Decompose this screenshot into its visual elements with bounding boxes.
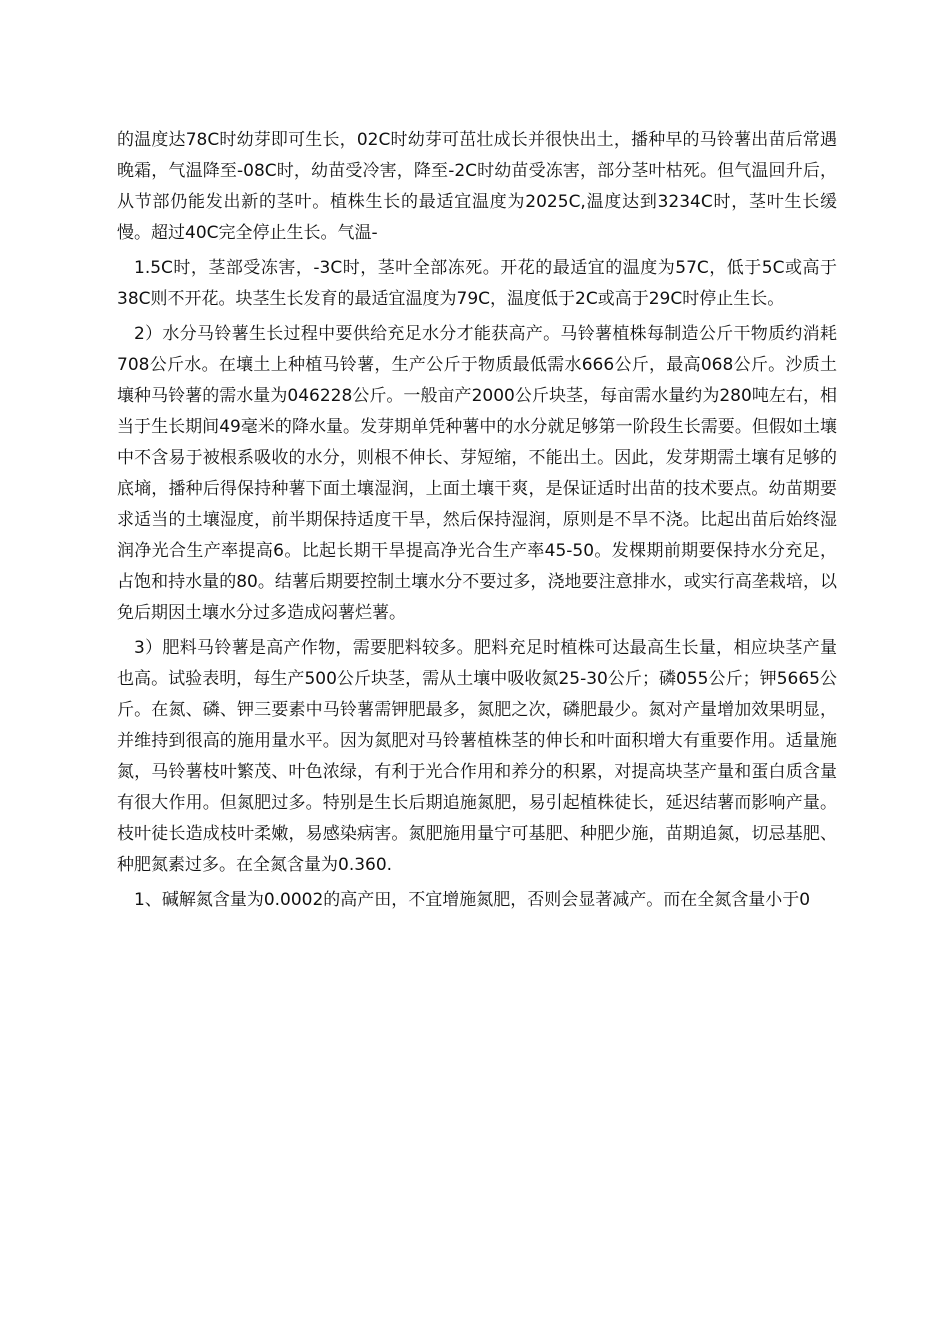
paragraph-fertilizer: 3）肥料马铃薯是高产作物，需要肥料较多。肥料充足时植株可达最高生长量，相应块茎产量也高。试验表明，每生产500公斤块茎，需从土壤中吸收氮25-30公斤；磷055公斤；钾5665公斤。在氮、磷、钾三要素中马铃薯需钾肥最多，氮肥之次，磷肥最少。氮对产量增加效果明显，并维持到很高的施用量水平。因为氮肥对马铃薯植株茎的伸长和叶面积增大有重要作用。适量施氮，马铃薯枝叶繁茂、叶色浓绿，有利于光合作用和养分的积累，对提高块茎产量和蛋白质含量有很大作用。但氮肥过多。特别是生长后期追施氮肥，易引起植株徒长，延迟结薯而影响产量。枝叶徒长造成枝叶柔嫩，易感染病害。氮肥施用量宁可基肥、种肥少施，苗期追氮，切忌基肥、种肥氮素过多。在全氮含量为0.360. <box>117 638 837 875</box>
paragraph-frost-damage: 1.5C时，茎部受冻害，-3C时，茎叶全部冻死。开花的最适宜的温度为57C，低于5C或高于38C则不开花。块茎生长发育的最适宜温度为79C，温度低于2C或高于29C时停止生长。 <box>117 258 837 309</box>
document-page <box>117 125 837 920</box>
paragraph-temperature-continued: 的温度达78C时幼芽即可生长，02C时幼芽可茁壮成长并很快出土，播种早的马铃薯出苗后常遇晚霜，气温降至-08C时，幼苗受冷害，降至-2C时幼苗受冻害，部分茎叶枯死。但气温回升后，从节部仍能发出新的茎叶。植株生长的最适宜温度为2025C,温度达到3234C时，茎叶生长缓慢。超过40C完全停止生长。气温- <box>117 130 837 243</box>
paragraph-nitrogen: 1、碱解氮含量为0.0002的高产田，不宜增施氮肥，否则会显著减产。而在全氮含量小于0 <box>134 890 811 910</box>
paragraph-water: 2）水分马铃薯生长过程中要供给充足水分才能获高产。马铃薯植株每制造公斤干物质约消耗708公斤水。在壤土上种植马铃薯，生产公斤于物质最低需水666公斤，最高068公斤。沙质土壤种马铃薯的需水量为046228公斤。一般亩产2000公斤块茎，每亩需水量约为280吨左右，相当于生长期间49毫米的降水量。发芽期单凭种薯中的水分就足够第一阶段生长需要。但假如土壤中不含易于被根系吸收的水分，则根不伸长、芽短缩，不能出土。因此，发芽期需土壤有足够的底墒，播种后得保持种薯下面土壤湿润，上面土壤干爽，是保证适时出苗的技术要点。幼苗期要求适当的土壤湿度，前半期保持适度干旱，然后保持湿润，原则是不旱不浇。比起出苗后始终湿润净光合生产率提高6。比起长期干旱提高净光合生产率45-50。发棵期前期要保持水分充足，占饱和持水量的80。结薯后期要控制土壤水分不要过多，浇地要注意排水，或实行高垄栽培，以免后期因土壤水分过多造成闷薯烂薯。 <box>117 324 837 623</box>
